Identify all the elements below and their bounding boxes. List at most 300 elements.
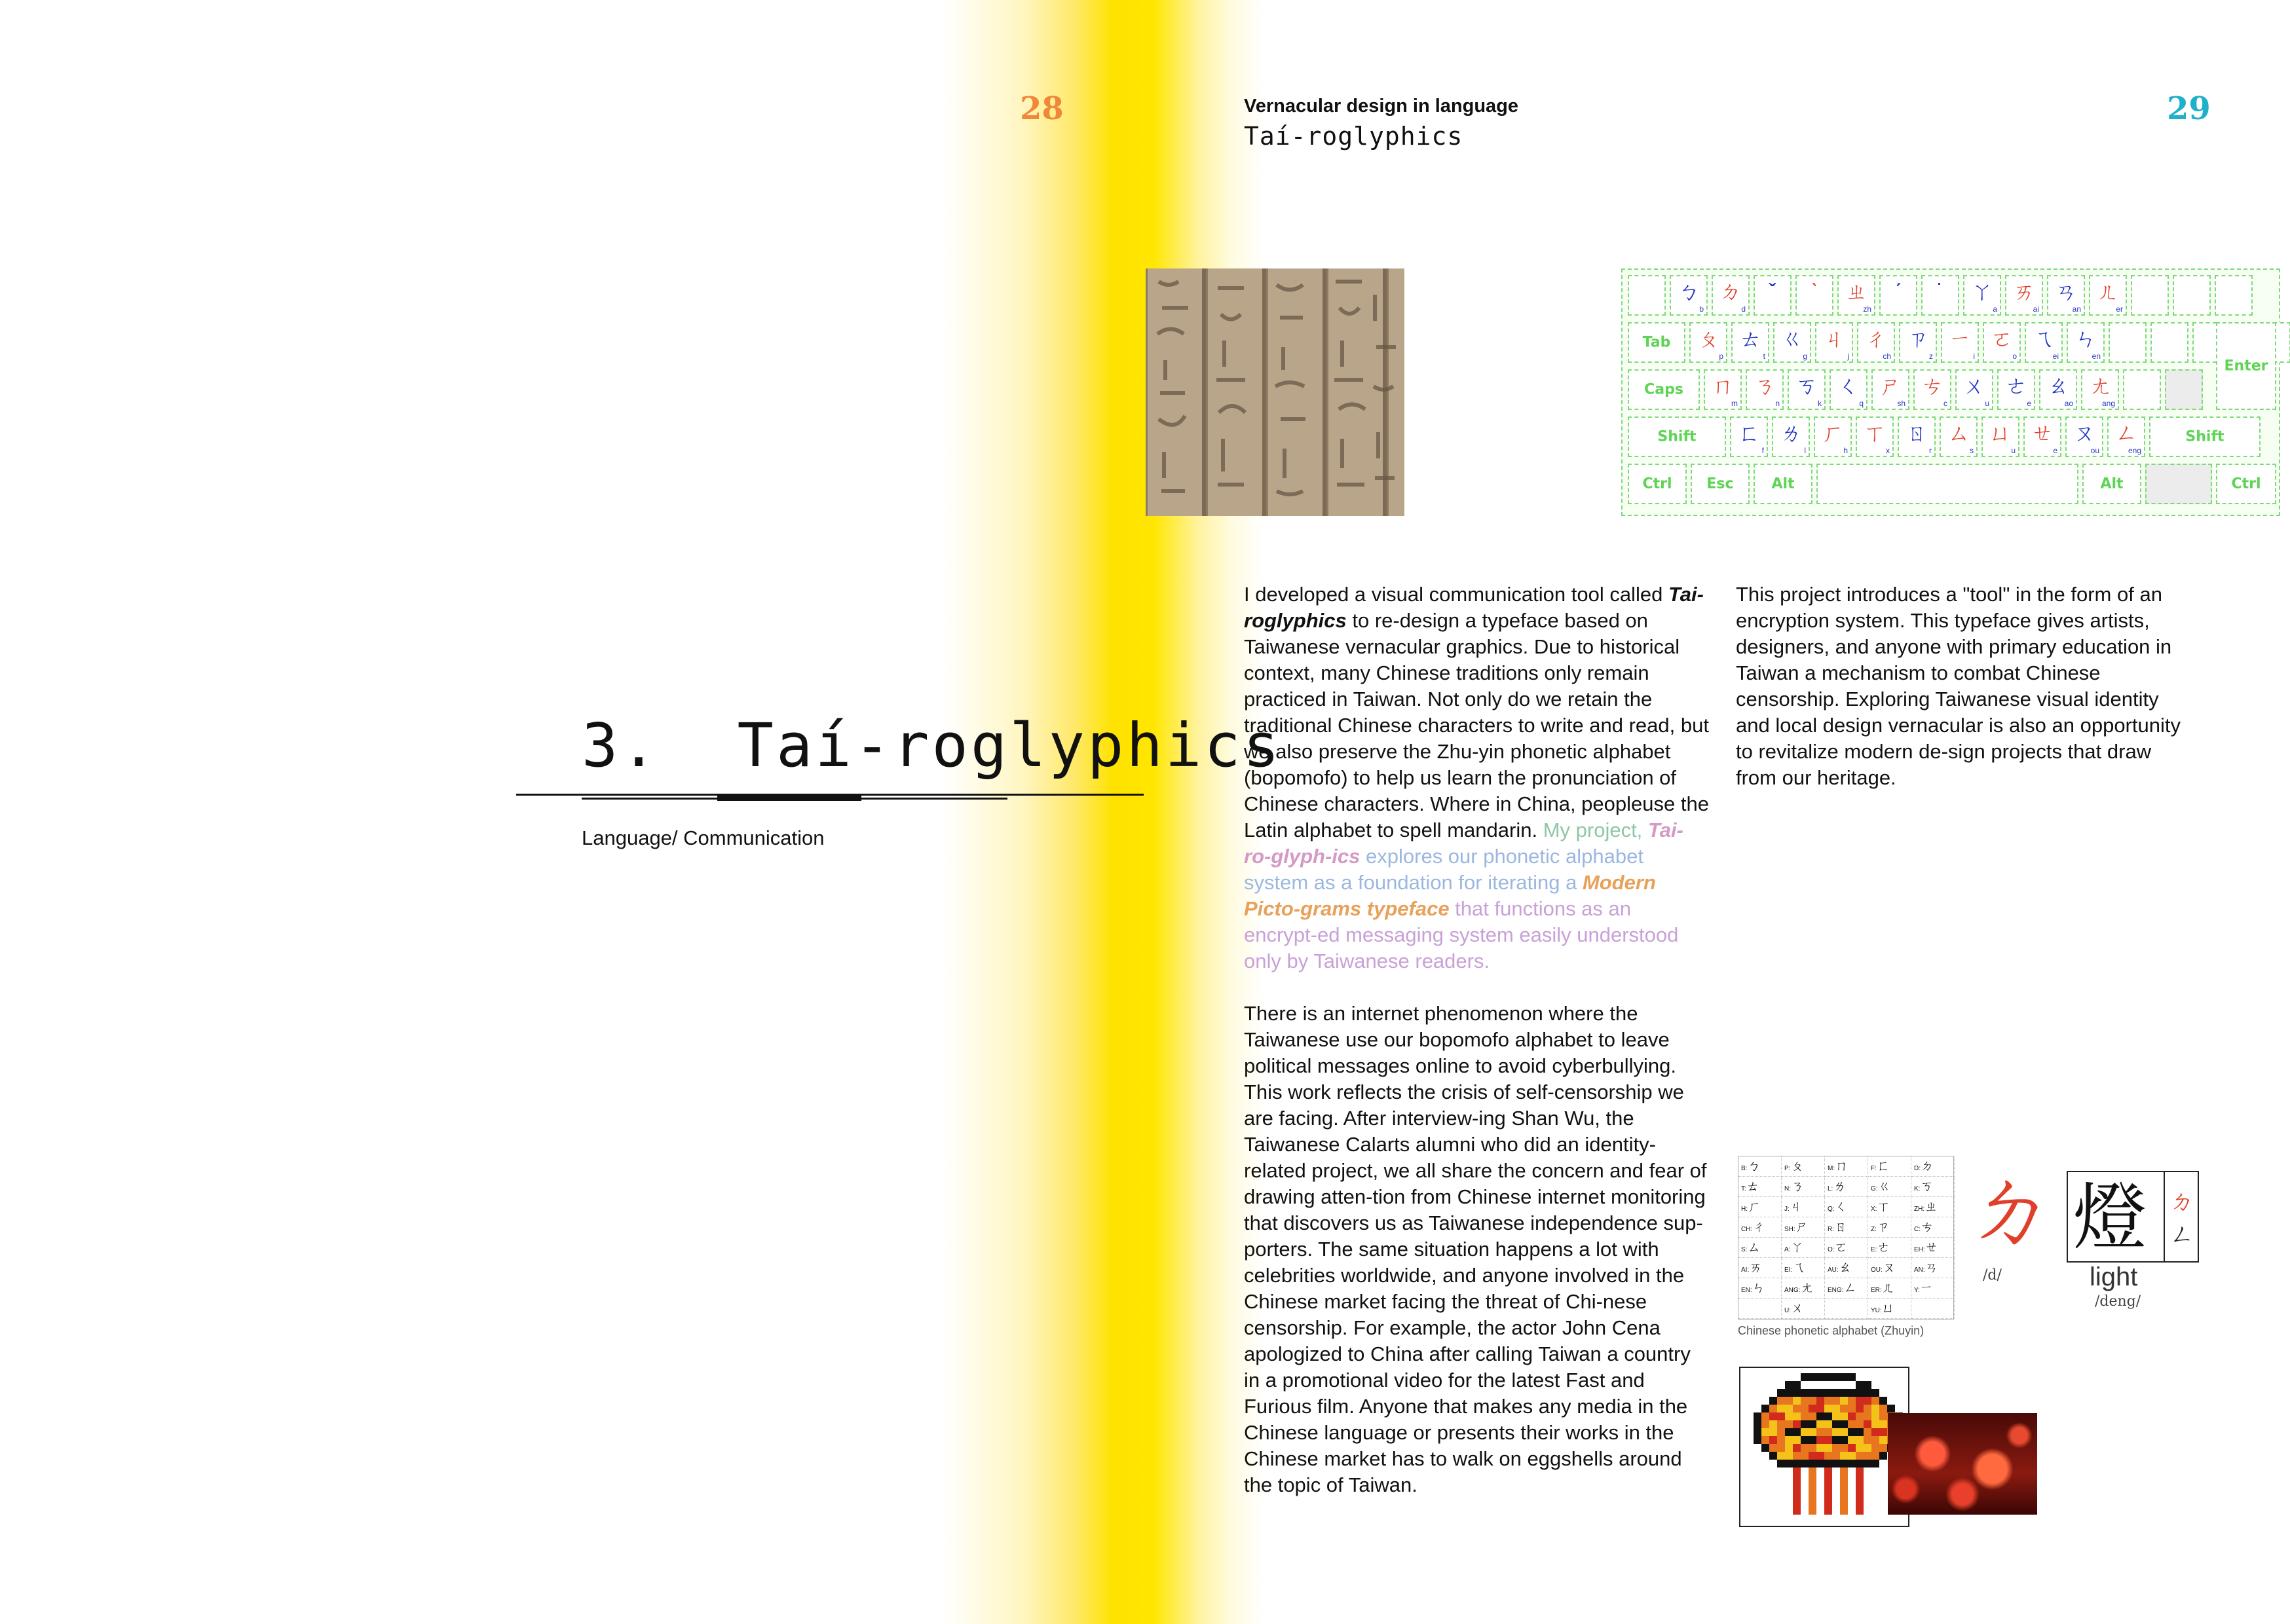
lantern-pixel [1809,1483,1816,1491]
key-zhuyin [1941,322,1979,363]
lantern-pixel [1856,1405,1864,1412]
key-zhuyin [1913,369,1951,410]
key-esc [1691,464,1750,504]
lantern-pixel [1871,1412,1879,1420]
key-zhuyin [1814,416,1852,457]
key-sound-label: s [1970,446,1974,455]
lantern-pixel [1801,1373,1809,1381]
lantern-pixel [1848,1373,1856,1381]
zhuyin-chart-sound: P: [1784,1165,1791,1172]
zhuyin-chart-cell [1911,1258,1955,1278]
lantern-pixel [1856,1460,1864,1467]
lantern-pixel [1879,1420,1887,1428]
lantern-pixel [1777,1428,1785,1436]
lantern-pixel [1824,1491,1832,1499]
lantern-pixel [1793,1412,1801,1420]
lantern-pixel [1824,1499,1832,1507]
red-lanterns-photo [1888,1413,2037,1515]
key-zhuyin [1871,369,1909,410]
lantern-pixel [1816,1389,1824,1397]
key-sound-label: ai [2033,304,2039,314]
body-paragraph-2: There is an internet phenomenon where the Taiwanese use our bopomofo alphabet to leave political messages online to avoid cyberbullying. This work reflects the crisis of self-censorship we are facing. After interview-ing Shan Wu, the Taiwanese Calarts alumni who did an identity-related project, we all share the concern and fear of drawing atten-tion from Chinese internet monitoring that discovers us as Taiwanese independence sup-porters. The same situation happens a lot with celebrities worldwide, and anyone involved in the Chinese market facing the threat of Chi-nese censorship. For example, the actor John Cena apologized to China after calling Taiwan a country in a promotional video for the latest Fast and Furious film. Anyone that makes any media in the Chinese language or presents their works in the Chinese market has to walk on eggshells around the topic of Taiwan. [1244,1002,1707,1496]
lantern-pixel [1879,1397,1887,1405]
pixel-lantern-illustration [1739,1367,1909,1527]
lantern-pixel [1832,1373,1840,1381]
key-sound-label: i [1973,352,1975,361]
key-zhuyin [1940,416,1978,457]
key-zhuyin [1921,275,1959,316]
key-label: Enter [2224,358,2268,375]
zhuyin-chart-sound: AU: [1828,1266,1839,1274]
hanzi-character: 燈 [2073,1175,2147,1261]
zhuyin-chart-cell [1782,1217,1825,1238]
key-glyph: ㄢ [2055,280,2077,304]
key-shift-right [2149,416,2261,457]
lantern-pixel [1848,1428,1856,1436]
p1-text-c: to re-design a typeface based on Taiwanese vernacular graphics. Due to historical context, many Chinese traditions only remain practiced in Taiwan. Not only do we retain the traditional Chinese characters to write and read, but we also preserve the Zhu-yin phonetic alphabet (bopomofo) to help us learn the pronunciation of Chinese characters. Where in China, peopleuse the Latin alphabet to spell mandarin. [1244,609,1709,841]
zhuyin-chart-cell [1738,1217,1782,1238]
lantern-pixel [1864,1452,1871,1460]
lantern-pixel [1864,1420,1871,1428]
lantern-pixel [1793,1389,1801,1397]
lantern-pixel [1871,1420,1879,1428]
key-glyph: ㄍ [1781,327,1803,352]
key-sound-label: er [2116,304,2123,314]
body-column-2 [1736,581,2188,791]
lantern-pixel [1856,1491,1864,1499]
zhuyin-chart-cell [1911,1217,1955,1238]
zhuyin-chart-glyph: ㄅ [1747,1159,1761,1173]
lantern-pixel [1824,1405,1832,1412]
zhuyin-chart-glyph: ㄙ [1747,1240,1761,1255]
key-glyph: ㄘ [1921,374,1943,399]
lantern-pixel [1832,1428,1840,1436]
lantern-pixel [1871,1460,1879,1467]
lantern-pixel [1809,1420,1816,1428]
key-zhuyin [1788,369,1826,410]
zhuyin-chart-glyph: ㄗ [1876,1220,1890,1234]
zhuyin-chart-glyph: ㄖ [1834,1220,1847,1234]
lantern-pixel [1785,1397,1793,1405]
key-glyph: ㄎ [1795,374,1818,399]
zhuyin-chart-sound: X: [1871,1206,1877,1213]
lantern-pixel [1864,1412,1871,1420]
key-glyph: ㄑ [1837,374,1860,399]
zhuyin-chart-sound: EI: [1784,1266,1793,1274]
zhuyin-chart-glyph: ㄡ [1882,1261,1896,1275]
lantern-pixel [1840,1475,1848,1483]
key-glyph: ˇ [1769,280,1776,304]
lantern-pixel [1809,1389,1816,1397]
lantern-pixel [1793,1381,1801,1389]
lantern-pixel [1816,1428,1824,1436]
lantern-pixel [1816,1405,1824,1412]
zhuyin-chart-glyph: ㄨ [1791,1301,1804,1316]
title-rule-accent-2 [717,795,861,801]
key-zhuyin [2067,322,2105,363]
zhuyin-chart-cell [1868,1238,1911,1258]
key-zhuyin [2023,416,2061,457]
lantern-pixel [1824,1452,1832,1460]
key-label: Alt [2100,475,2124,492]
key-blank [2173,275,2211,316]
lantern-pixel [1809,1436,1816,1444]
key-sound-label: e [2053,446,2057,455]
lantern-pixel [1864,1405,1871,1412]
lantern-pixel [1809,1397,1816,1405]
lantern-pixel [1864,1389,1871,1397]
key-glyph: ㄕ [1879,374,1902,399]
key-label: Alt [1771,475,1795,492]
lantern-pixel [1824,1436,1832,1444]
key-blank [2123,369,2161,410]
key-glyph: ㄒ [1864,421,1886,446]
key-label: Tab [1642,334,1671,351]
lantern-pixel [1864,1381,1871,1389]
hieroglyphs-image [1146,268,1404,516]
key-glyph: ㄜ [2005,374,2027,399]
lantern-pixel [1816,1444,1824,1452]
lantern-pixel [1769,1444,1777,1452]
key-zhuyin [1746,369,1784,410]
zhuyin-chart-sound: B: [1741,1165,1748,1172]
lantern-pixel [1793,1444,1801,1452]
zhuyin-chart-cell [1868,1217,1911,1238]
key-zhuyin [1963,275,2001,316]
zhuyin-chart-cell [1868,1299,1911,1319]
lantern-pixel [1793,1460,1801,1467]
lantern-pixel [1785,1405,1793,1412]
lantern-pixel [1840,1452,1848,1460]
lantern-pixel [1777,1444,1785,1452]
zhuyin-chart-glyph: ㄑ [1834,1200,1848,1214]
key-shift-left [1628,416,1726,457]
zhuyin-chart-glyph: ㄕ [1795,1220,1809,1234]
key-sound-label: p [1719,352,1723,361]
lantern-pixel [1809,1452,1816,1460]
key-glyph: ㄟ [2033,327,2055,352]
key-sound-label: l [1804,446,1806,455]
lantern-pixel [1871,1436,1879,1444]
zhuyin-chart-glyph: ㄈ [1876,1159,1890,1173]
lantern-pixel [1801,1460,1809,1467]
lantern-pixel [1809,1499,1816,1507]
key-zhuyin [1754,275,1792,316]
zhuyin-chart-cell [1825,1258,1868,1278]
key-sound-label: ang [2101,399,2115,408]
lantern-pixel [1777,1420,1785,1428]
lantern-pixel [1879,1412,1887,1420]
key-blank [2165,369,2203,410]
lantern-pixel [1879,1405,1887,1412]
lantern-pixel [1856,1475,1864,1483]
key-zhuyin [2047,275,2085,316]
lantern-pixel [1871,1397,1879,1405]
zhuyin-chart-glyph: ㄓ [1924,1200,1938,1214]
lantern-pixel [1769,1405,1777,1412]
lantern-pixel [1864,1460,1871,1467]
key-label: Caps [1644,381,1683,398]
key-zhuyin [1795,275,1833,316]
lantern-pixel [1871,1444,1879,1452]
zhuyin-chart-glyph: ㄆ [1790,1159,1804,1173]
chapter-subtitle: Language/ Communication [582,826,825,849]
key-sound-label: b [1699,304,1704,314]
lantern-pixel [1816,1436,1824,1444]
key-glyph: ㄙ [1947,421,1970,446]
lantern-pixel [1785,1381,1793,1389]
zhuyin-chart-sound: YU: [1871,1307,1882,1314]
lantern-pixel [1840,1420,1848,1428]
lantern-pixel [1840,1428,1848,1436]
p1-text-f: explores our phonetic alphabet system as a foundation for iterating a [1244,845,1643,894]
zhuyin-chart-glyph: ㄚ [1790,1240,1804,1255]
lantern-pixel [1824,1507,1832,1515]
lantern-pixel [1793,1467,1801,1475]
key-sound-label: sh [1897,399,1905,408]
key-glyph: ㄚ [1971,280,1993,304]
lantern-pixel [1793,1475,1801,1483]
key-glyph: ㄛ [1991,327,2013,352]
zhuyin-chart-sound: T: [1741,1185,1746,1192]
key-ctrl-left [1628,464,1687,504]
zhuyin-chart-glyph: ㄢ [1924,1261,1938,1275]
lantern-pixel [1793,1428,1801,1436]
key-glyph: ㄗ [1907,327,1929,352]
key-zhuyin [2107,416,2145,457]
key-glyph: ˙ [1936,280,1944,304]
lantern-pixel [1816,1397,1824,1405]
zhuyin-chart-sound: G: [1871,1185,1878,1192]
key-glyph: ㄥ [2115,421,2137,446]
lantern-pixel [1769,1436,1777,1444]
key-zhuyin [1857,322,1895,363]
lantern-pixel [1754,1436,1761,1444]
lantern-pixel [1848,1389,1856,1397]
lantern-pixel [1848,1405,1856,1412]
key-label: Ctrl [2231,475,2261,492]
lantern-pixel [1769,1412,1777,1420]
key-zhuyin [1879,275,1917,316]
lantern-pixel [1761,1405,1769,1412]
key-glyph: ㄠ [2047,374,2069,399]
right-page-number: 29 [2167,90,2211,127]
lantern-pixel [1832,1420,1840,1428]
lantern-pixel [1864,1397,1871,1405]
key-glyph: ㄇ [1712,374,1734,399]
zhuyin-chart-cell [1738,1258,1782,1278]
zhuyin-chart-cell [1738,1299,1782,1319]
lantern-pixel [1848,1444,1856,1452]
key-glyph: ㄐ [1823,327,1845,352]
hanzi-example-box [2067,1171,2199,1263]
hanzi-pronunciation: /deng/ [2095,1293,2141,1310]
key-glyph: ㄉ [1719,280,1742,304]
lantern-pixel [1856,1397,1864,1405]
lantern-pixel [1785,1412,1793,1420]
key-sound-label: e [2027,399,2031,408]
zhuyin-chart-sound: AN: [1914,1266,1925,1274]
zhuyin-chart-sound: J: [1784,1206,1790,1213]
key-zhuyin [2065,416,2103,457]
key-sound-label: h [1843,446,1848,455]
lantern-pixel [1824,1412,1832,1420]
zhuyin-chart-cell [1911,1278,1955,1299]
zhuyin-chart-glyph: ㄐ [1789,1200,1803,1214]
key-sound-label: k [1818,399,1822,408]
key-sound-label: x [1886,446,1890,455]
zhuyin-chart-glyph: ㄝ [1924,1240,1938,1255]
zhuyin-chart-sound: OU: [1871,1266,1883,1274]
lantern-pixel [1777,1389,1785,1397]
key-blank [2150,322,2188,363]
lantern-pixel [1856,1412,1864,1420]
key-zhuyin [1955,369,1993,410]
key-sound-label: eng [2128,446,2141,455]
lantern-pixel [1816,1460,1824,1467]
lantern-pixel [1824,1420,1832,1428]
zhuyin-chart-cell [1782,1278,1825,1299]
zhuyin-d-pronunciation: /d/ [1983,1267,2002,1283]
key-glyph: ㄣ [2074,327,2097,352]
lantern-pixel [1879,1452,1887,1460]
key-glyph: ㄤ [2089,374,2111,399]
key-glyph: ㄡ [2073,421,2095,446]
running-title: Vernacular design in language [1244,96,1519,117]
zhuyin-chart-sound: ER: [1871,1287,1882,1294]
key-glyph: ㄋ [1754,374,1776,399]
zhuyin-chart-cell [1825,1238,1868,1258]
key-sound-label: ao [2064,399,2073,408]
lantern-pixel [1777,1412,1785,1420]
lantern-pixel [1856,1499,1864,1507]
p1-text-d: My project, [1543,819,1648,841]
lantern-pixel [1832,1389,1840,1397]
key-label: Shift [1657,428,1697,445]
key-zhuyin [2089,275,2127,316]
lantern-pixel [1816,1420,1824,1428]
zhuyin-chart-sound: A: [1784,1246,1791,1253]
lantern-pixel [1809,1428,1816,1436]
zhuyin-chart-sound: F: [1871,1165,1877,1172]
zhuyin-chart-cell [1868,1258,1911,1278]
lantern-pixel [1824,1475,1832,1483]
key-blank [2215,275,2253,316]
lantern-pixel [1832,1452,1840,1460]
zhuyin-chart-sound: EH: [1914,1246,1925,1253]
lantern-pixel [1761,1444,1769,1452]
key-tab [1628,322,1685,363]
key-glyph: ㄏ [1822,421,1844,446]
key-zhuyin [1704,369,1742,410]
lantern-pixel [1761,1412,1769,1420]
lantern-pixel [1832,1405,1840,1412]
zhuyin-chart-glyph: ㄥ [1843,1281,1857,1295]
key-sound-label: j [1847,352,1849,361]
lantern-pixel [1840,1483,1848,1491]
body-column-1 [1244,581,1709,1498]
lantern-pixel [1785,1444,1793,1452]
zhuyin-chart-cell [1782,1258,1825,1278]
zhuyin-chart-cell [1825,1156,1868,1177]
key-glyph: ㄓ [1845,280,1868,304]
lantern-pixel [1754,1428,1761,1436]
key-zhuyin [2081,369,2119,410]
lantern-pixel [1864,1436,1871,1444]
zhuyin-chart-sound: D: [1914,1165,1921,1172]
zhuyin-chart-glyph: ㄌ [1833,1179,1847,1194]
hanzi-zhuyin-divider [2164,1172,2165,1261]
lantern-pixel [1840,1499,1848,1507]
key-blank [1628,275,1666,316]
body-paragraph-3: This project introduces a "tool" in the form of an encryption system. This typeface gives artists, designers, and anyone with primary education in Taiwan a mechanism to combat Chinese censorship. Exploring Taiwanese visual identity and local design vernacular is also an opportunity to revitalize modern de-sign projects that draw from our heritage. [1736,583,2181,789]
key-glyph: ㄆ [1697,327,1719,352]
zhuyin-chart-sound: U: [1784,1307,1791,1314]
lantern-pixel [1809,1444,1816,1452]
key-zhuyin [1731,322,1769,363]
zhuyin-chart-glyph: ㄉ [1921,1159,1934,1173]
lantern-pixel [1848,1420,1856,1428]
key-glyph: ˊ [1894,280,1902,304]
lantern-pixel [1809,1475,1816,1483]
zhuyin-chart-sound: K: [1914,1185,1921,1192]
lantern-pixel [1801,1397,1809,1405]
lantern-pixel [1785,1452,1793,1460]
lantern-pixel [1871,1452,1879,1460]
key-glyph: ㄧ [1949,327,1971,352]
key-zhuyin [1983,322,2021,363]
lantern-pixel [1793,1420,1801,1428]
key-glyph: ㄔ [1865,327,1887,352]
key-sound-label: f [1761,446,1764,455]
p1-emphasis-project-name: Tai-ro-glyph-ics [1244,819,1683,868]
zhuyin-chart-cell [1911,1197,1955,1217]
lantern-pixel [1769,1452,1777,1460]
lantern-pixel [1856,1428,1864,1436]
lantern-pixel [1793,1491,1801,1499]
lantern-pixel [1848,1397,1856,1405]
lantern-pixel [1769,1397,1777,1405]
lantern-pixel [1801,1389,1809,1397]
lantern-pixel [1785,1428,1793,1436]
chapter-title: 3. Taí-roglyphics [582,710,1282,781]
key-caps [1628,369,1700,410]
zhuyin-chart-glyph: ㄦ [1881,1281,1895,1295]
lantern-pixel [1832,1397,1840,1405]
lantern-pixel [1793,1499,1801,1507]
lantern-pixel [1801,1452,1809,1460]
lantern-pixel [1848,1412,1856,1420]
zhuyin-chart-sound: E: [1871,1246,1877,1253]
zhuyin-chart-sound: Z: [1871,1226,1877,1233]
lantern-pixel [1856,1389,1864,1397]
key-glyph: ㄝ [2031,421,2054,446]
key-zhuyin [1899,322,1937,363]
lantern-pixel [1809,1460,1816,1467]
zhuyin-chart-cell [1782,1238,1825,1258]
lantern-pixel [1824,1444,1832,1452]
zhuyin-chart-sound: O: [1828,1246,1835,1253]
key-sound-label: u [2011,446,2016,455]
lantern-pixel [1761,1436,1769,1444]
zhuyin-chart-cell [1911,1156,1955,1177]
zhuyin-chart-glyph: ㄎ [1920,1179,1934,1194]
key-sound-label: ou [2090,446,2099,455]
key-sound-label: g [1803,352,1807,361]
zhuyin-chart-cell [1911,1177,1955,1197]
running-subtitle: Taí-roglyphics [1244,122,1463,151]
key-sound-label: ch [1883,352,1891,361]
